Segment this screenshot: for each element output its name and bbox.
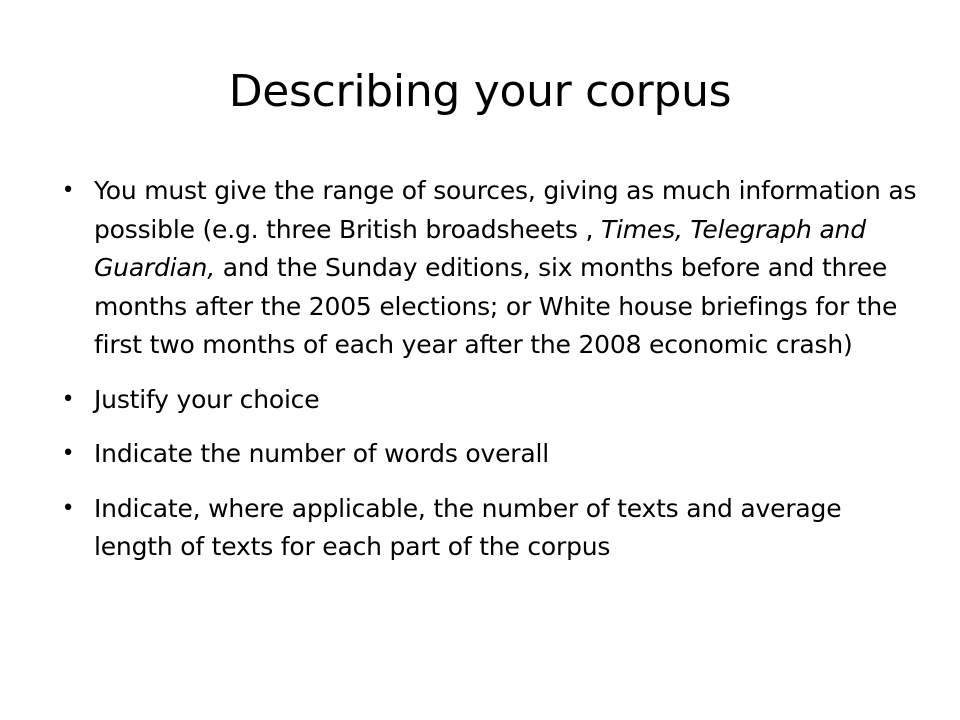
bullet-item — [58, 172, 918, 365]
bullet-text-part: and the Sunday editions, six months before and three months after the 2005 elections; or White house briefings for the first two months of each year after the 2008 economic crash) — [94, 253, 898, 359]
bullet-icon: • — [61, 178, 75, 203]
slide-title: Describing your corpus — [228, 66, 732, 117]
bullet-text: Indicate, where applicable, the number of texts and average length of texts for each part of the corpus — [94, 493, 842, 561]
bullet-text — [94, 176, 916, 359]
bullet-icon: • — [61, 441, 75, 466]
bullet-list — [58, 172, 918, 583]
bullet-item — [58, 435, 918, 474]
bullet-item — [58, 381, 918, 420]
newspaper-names: Times, Telegraph and Guardian, — [94, 214, 866, 282]
bullet-item — [58, 490, 918, 567]
bullet-text: Indicate the number of words overall — [94, 439, 549, 468]
bullet-text-part: You must give the range of sources, giving as much information as possible (e.g. three British broadsheets , — [94, 176, 917, 244]
bullet-icon: • — [61, 495, 75, 521]
bullet-icon: • — [61, 386, 75, 412]
bullet-text: Justify your choice — [94, 384, 320, 414]
